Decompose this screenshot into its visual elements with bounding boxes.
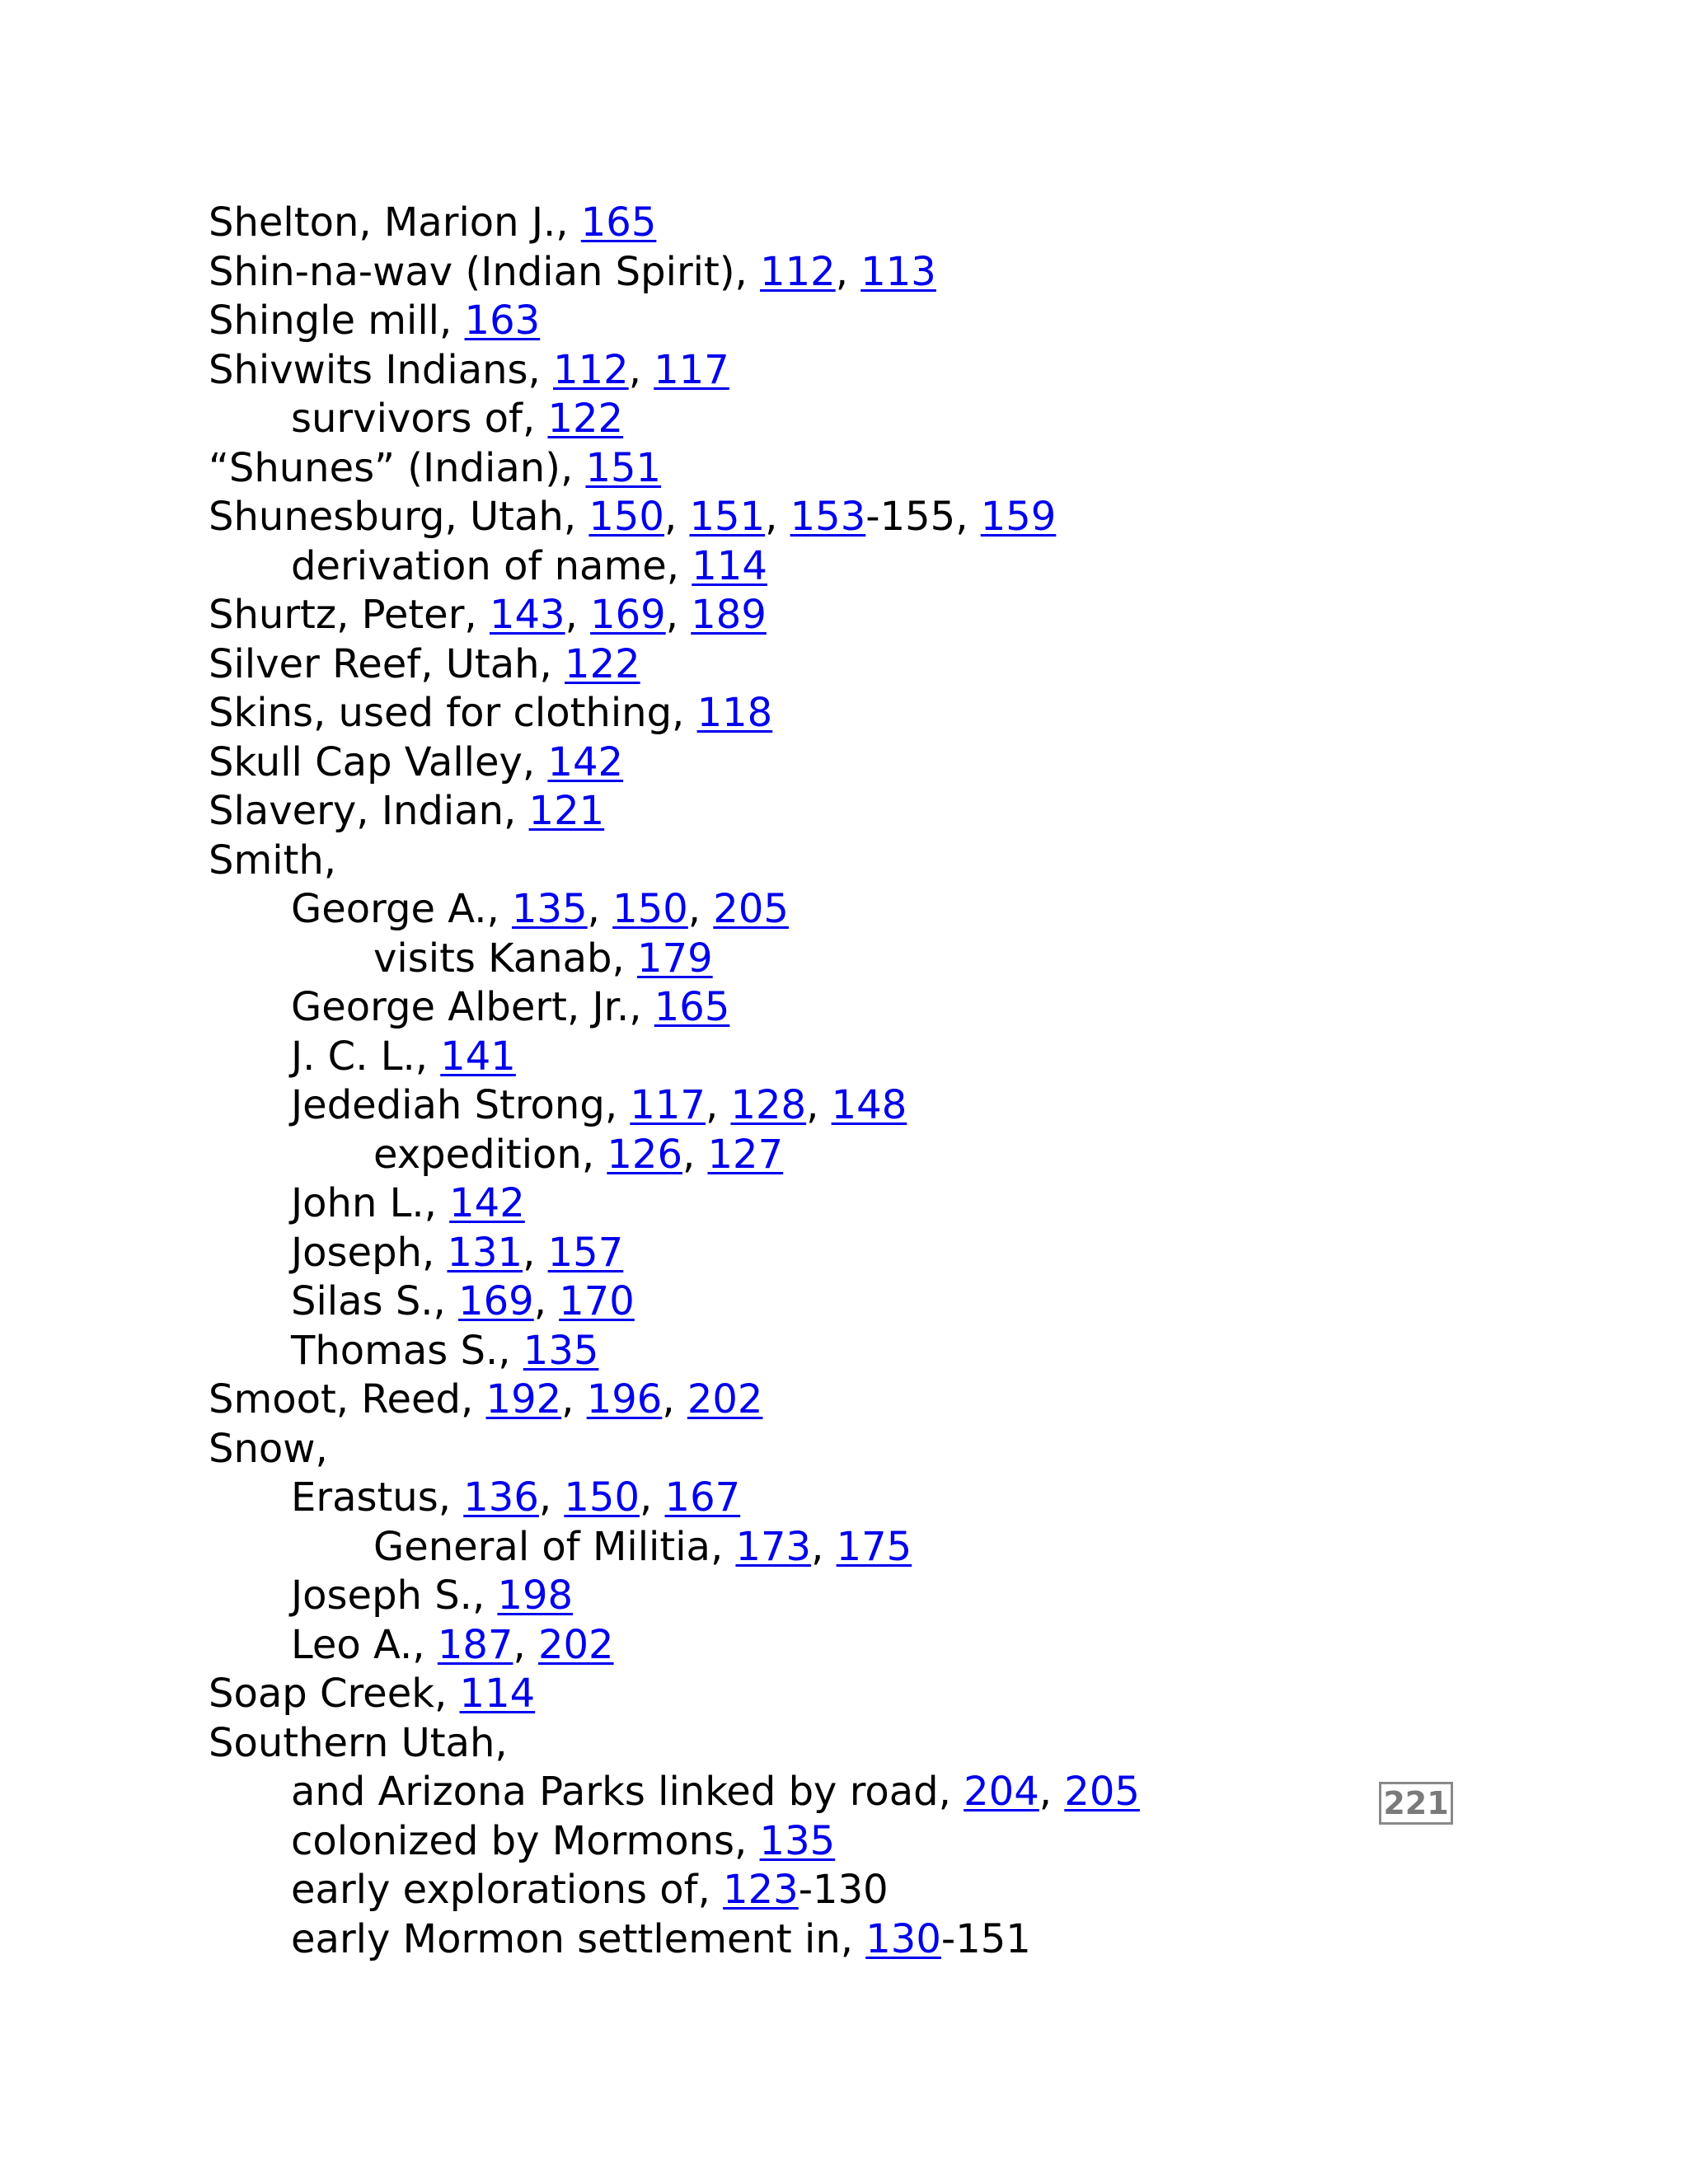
page-ref-link[interactable]: 169 [458, 1278, 534, 1324]
index-term: derivation of name, [291, 542, 692, 589]
page-ref-link[interactable]: 179 [637, 935, 713, 982]
index-entry [209, 787, 1140, 837]
index-entry [209, 837, 1140, 886]
index-term: early Mormon settlement in, [291, 1915, 866, 1962]
page-ref-link[interactable]: 122 [565, 640, 640, 687]
page-ref-link[interactable]: 112 [760, 248, 836, 295]
index-entry [209, 1719, 1140, 1769]
ref-separator: , [513, 1621, 538, 1668]
ref-separator: , [587, 886, 613, 932]
page-ref-link[interactable]: 148 [831, 1082, 907, 1128]
index-term: Jedediah Strong, [291, 1082, 631, 1128]
index-term: Soap Creek, [209, 1671, 460, 1717]
page-ref-link[interactable]: 117 [630, 1082, 706, 1128]
index-entry [209, 640, 1140, 690]
page-number-badge: 221 [1379, 1782, 1453, 1825]
ref-separator: , [765, 494, 790, 540]
index-term: General of Militia, [373, 1523, 736, 1570]
page-ref-link[interactable]: 202 [537, 1621, 614, 1668]
page-ref-link[interactable]: 150 [588, 494, 664, 540]
index-term: Slavery, Indian, [209, 788, 529, 834]
index-subentry [209, 1866, 1140, 1915]
index-term: George A., [291, 886, 513, 932]
page-ref-link[interactable]: 173 [735, 1523, 812, 1570]
ref-separator: , [640, 1474, 665, 1521]
page-ref-link[interactable]: 130 [865, 1915, 941, 1962]
page-ref-link[interactable]: 118 [696, 690, 773, 736]
page-ref-link[interactable]: 114 [459, 1671, 536, 1717]
page-ref-link[interactable]: 123 [723, 1867, 799, 1913]
index-term: and Arizona Parks linked by road, [291, 1769, 964, 1815]
page-ref-link[interactable]: 150 [612, 886, 688, 932]
index-term: Joseph S., [291, 1572, 498, 1619]
index-entry [209, 444, 1140, 494]
index-entry [209, 346, 1140, 396]
ref-separator: , [705, 1082, 731, 1128]
page-ref-link[interactable]: 163 [464, 298, 541, 344]
index-term: “Shunes” (Indian), [209, 444, 586, 491]
index-subentry [209, 1915, 1140, 1965]
index-subentry [209, 1081, 1140, 1131]
page-ref-link[interactable]: 170 [559, 1278, 635, 1324]
index-term: Shurtz, Peter, [209, 592, 490, 638]
page-ref-link[interactable]: 141 [440, 1033, 516, 1080]
index-subentry [209, 1474, 1140, 1523]
ref-separator: , [533, 1278, 560, 1324]
index-term: Shivwits Indians, [209, 346, 554, 393]
index-entry [209, 738, 1140, 788]
index-entry [209, 1670, 1140, 1719]
index-term: Skins, used for clothing, [209, 690, 697, 736]
index-term: Leo A., [291, 1621, 438, 1668]
index-term: Shunesburg, Utah, [209, 494, 589, 540]
index-entry [209, 493, 1140, 542]
index-entry-list [209, 199, 1140, 1964]
index-subentry [209, 935, 1140, 984]
page-ref-link[interactable]: 175 [836, 1523, 912, 1570]
index-subentry [209, 1131, 1140, 1180]
index-term: Erastus, [291, 1474, 464, 1521]
ref-separator: , [561, 1376, 587, 1422]
index-term: Snow, [209, 1425, 328, 1472]
page-ref-link[interactable]: 202 [687, 1376, 763, 1422]
page-range-end: -155 [865, 494, 956, 540]
index-term: Shin-na-wav (Indian Spirit), [209, 248, 761, 295]
page-ref-link[interactable]: 131 [447, 1229, 523, 1276]
ref-separator: , [687, 886, 714, 932]
index-subentry [209, 1768, 1140, 1817]
index-subentry [209, 1327, 1140, 1376]
index-entry [209, 1376, 1140, 1425]
page-ref-link[interactable]: 153 [790, 494, 866, 540]
ref-separator: , [665, 592, 692, 638]
ref-separator: , [682, 1131, 708, 1178]
ref-separator: , [663, 494, 690, 540]
index-entry [209, 689, 1140, 738]
index-term: colonized by Mormons, [291, 1817, 760, 1864]
page-ref-link[interactable]: 192 [485, 1376, 562, 1422]
index-term: Southern Utah, [209, 1719, 508, 1766]
page-ref-link[interactable]: 121 [528, 788, 605, 834]
page-ref-link[interactable]: 122 [547, 396, 624, 442]
ref-separator: , [1039, 1769, 1065, 1815]
page-ref-link[interactable]: 135 [512, 886, 588, 932]
index-term: Smoot, Reed, [209, 1376, 486, 1422]
ref-separator: , [538, 1474, 565, 1521]
index-term: J. C. L., [291, 1033, 441, 1080]
page-ref-link[interactable]: 127 [707, 1131, 784, 1178]
page-ref-link[interactable]: 143 [489, 592, 565, 638]
index-term: Joseph, [291, 1229, 448, 1276]
page-ref-link[interactable]: 117 [654, 346, 729, 393]
ref-separator: , [835, 248, 861, 295]
ref-separator: , [565, 592, 591, 638]
index-subentry [209, 542, 1140, 592]
page-ref-link[interactable]: 142 [547, 738, 624, 785]
index-term: Silas S., [291, 1278, 459, 1324]
page-ref-link[interactable]: 136 [463, 1474, 539, 1521]
ref-separator: , [806, 1082, 832, 1128]
index-term: Skull Cap Valley, [209, 738, 548, 785]
page-ref-link[interactable]: 135 [523, 1327, 599, 1374]
index-subentry [209, 983, 1140, 1033]
page-ref-link[interactable]: 126 [607, 1131, 682, 1178]
page-ref-link[interactable]: 205 [713, 886, 789, 932]
index-term: Shelton, Marion J., [209, 199, 581, 246]
page-ref-link[interactable]: 165 [580, 199, 657, 246]
page-ref-link[interactable]: 204 [964, 1769, 1039, 1815]
index-subentry [209, 1817, 1140, 1867]
page-ref-link[interactable]: 150 [564, 1474, 640, 1521]
index-entry [209, 297, 1140, 346]
index-term: John L., [291, 1180, 450, 1226]
index-term: George Albert, Jr., [291, 984, 654, 1030]
page-ref-link[interactable]: 157 [547, 1229, 624, 1276]
index-term: survivors of, [291, 396, 548, 442]
index-entry [209, 199, 1140, 248]
page-ref-link[interactable]: 167 [664, 1474, 741, 1521]
page-ref-link[interactable]: 198 [497, 1572, 574, 1619]
ref-separator: , [662, 1376, 687, 1422]
ref-separator: , [628, 346, 654, 393]
page-ref-link[interactable]: 169 [590, 592, 666, 638]
index-term: early explorations of, [291, 1867, 724, 1913]
index-entry [209, 591, 1140, 640]
page-ref-link[interactable]: 113 [860, 248, 936, 295]
page-ref-link[interactable]: 135 [759, 1817, 836, 1864]
index-subentry [209, 1229, 1140, 1278]
index-term: Shingle mill, [209, 298, 465, 344]
page-ref-link[interactable]: 196 [586, 1376, 663, 1422]
index-subentry [209, 1621, 1140, 1671]
index-subentry [209, 1523, 1140, 1572]
index-subentry [209, 885, 1140, 935]
ref-separator: , [955, 494, 981, 540]
index-subentry [209, 1033, 1140, 1082]
ref-separator: , [811, 1523, 837, 1570]
page-range-end: -130 [798, 1867, 889, 1913]
page-ref-link[interactable]: 128 [730, 1082, 807, 1128]
page-ref-link[interactable]: 187 [437, 1621, 513, 1668]
page-ref-link[interactable]: 159 [980, 494, 1057, 540]
index-subentry [209, 1179, 1140, 1229]
page-ref-link[interactable]: 142 [449, 1180, 525, 1226]
index-subentry [209, 1572, 1140, 1621]
index-term: Smith, [209, 837, 337, 883]
page-ref-link[interactable]: 112 [553, 346, 629, 393]
ref-separator: , [523, 1229, 548, 1276]
index-term: Thomas S., [291, 1327, 523, 1374]
index-term: Silver Reef, Utah, [209, 640, 565, 687]
page-range-end: -151 [940, 1915, 1031, 1962]
page-ref-link[interactable]: 189 [691, 592, 767, 638]
page-ref-link[interactable]: 151 [689, 494, 766, 540]
index-subentry [209, 395, 1140, 444]
page-ref-link[interactable]: 114 [692, 542, 767, 589]
index-term: visits Kanab, [373, 935, 638, 982]
index-subentry [209, 1277, 1140, 1327]
page-ref-link[interactable]: 205 [1064, 1769, 1140, 1815]
index-entry [209, 1425, 1140, 1474]
index-entry [209, 248, 1140, 298]
page-ref-link[interactable]: 151 [585, 444, 662, 491]
index-term: expedition, [373, 1131, 607, 1178]
page-ref-link[interactable]: 165 [654, 984, 730, 1030]
